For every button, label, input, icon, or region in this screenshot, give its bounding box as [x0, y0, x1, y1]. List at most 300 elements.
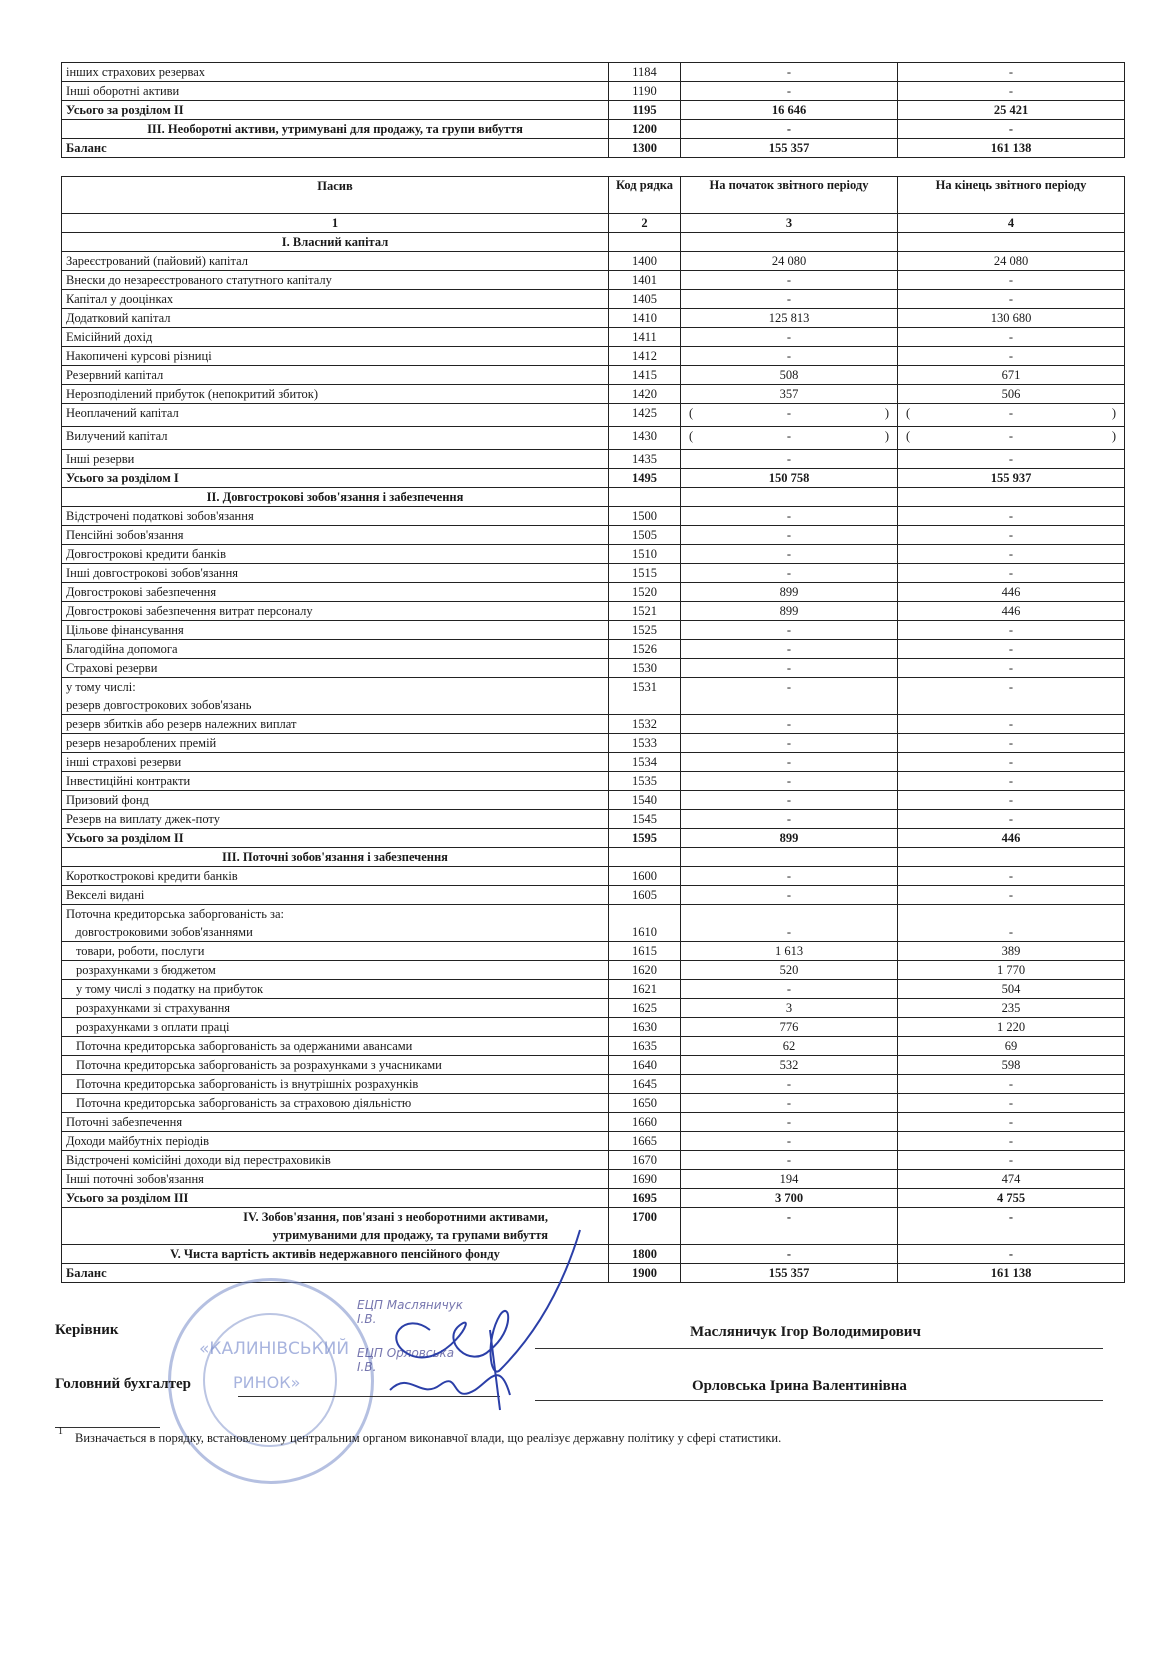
- table-row: [62, 1208, 1125, 1245]
- director-title: Керівник: [55, 1322, 119, 1338]
- table-row: [62, 1264, 1125, 1283]
- row-code: 1195: [609, 101, 681, 120]
- row-value-end: -: [898, 450, 1125, 469]
- table-row: [62, 252, 1125, 271]
- stamp-text-2: РИНОК»: [233, 1373, 301, 1392]
- row-value-start: -: [681, 450, 898, 469]
- row-label: [62, 290, 609, 309]
- row-label-text: Нерозподілений прибуток (непокритий збиток): [66, 387, 319, 401]
- close-paren: ): [1111, 406, 1116, 420]
- row-label-text: III. Поточні зобов'язання і забезпечення: [222, 850, 448, 864]
- row-label: [62, 450, 609, 469]
- row-label: [62, 715, 609, 734]
- table-row: [62, 488, 1125, 507]
- table-row: [62, 63, 1125, 82]
- row-label-text: Інші довгострокові зобов'язання: [66, 566, 239, 580]
- row-value-start: -: [681, 810, 898, 829]
- row-code: 1605: [609, 886, 681, 905]
- row-label-text: Вилучений капітал: [66, 429, 168, 443]
- column-number-1: 1: [62, 214, 609, 233]
- table-row: [62, 1037, 1125, 1056]
- table-row: [62, 404, 1125, 427]
- row-label-text: Поточна кредиторська заборгованість із внутрішніх розрахунків: [76, 1077, 419, 1091]
- table-row: [62, 545, 1125, 564]
- row-value-start: -: [681, 1151, 898, 1170]
- row-code: 1190: [609, 82, 681, 101]
- row-label: [62, 1189, 609, 1208]
- row-label: [62, 886, 609, 905]
- table-row: [62, 1075, 1125, 1094]
- row-label-text: Поточна кредиторська заборгованість за страховою діяльністю: [76, 1096, 412, 1110]
- row-code: 1435: [609, 450, 681, 469]
- table-row: [62, 82, 1125, 101]
- table-row: [62, 715, 1125, 734]
- row-label: [62, 829, 609, 848]
- row-label: [62, 621, 609, 640]
- row-value-end: -: [898, 1245, 1125, 1264]
- row-value-start: 899: [681, 602, 898, 621]
- row-code: 1800: [609, 1245, 681, 1264]
- table-row: [62, 678, 1125, 715]
- ecp-accountant-line2: І.В.: [357, 1360, 377, 1374]
- row-value-start: 62: [681, 1037, 898, 1056]
- row-label: [62, 564, 609, 583]
- row-label-text: Довгострокові забезпечення: [66, 585, 217, 599]
- row-code: 1500: [609, 507, 681, 526]
- row-value-start: -: [681, 1208, 898, 1245]
- row-label: [62, 734, 609, 753]
- parenthesized-value: [685, 427, 893, 445]
- row-label: [62, 583, 609, 602]
- row-label-text: інших страхових резервах: [66, 65, 206, 79]
- row-value-start: -: [681, 772, 898, 791]
- liabilities-table: [61, 176, 1125, 1283]
- row-label: [62, 1094, 609, 1113]
- row-value-start: -: [681, 1094, 898, 1113]
- table-row: [62, 366, 1125, 385]
- row-label-text: IV. Зобов'язання, пов'язані з необоротними активами,: [243, 1210, 548, 1224]
- row-code: 1525: [609, 621, 681, 640]
- row-code: 1534: [609, 753, 681, 772]
- row-code: [609, 488, 681, 507]
- row-value-start: -: [681, 507, 898, 526]
- accountant-name: Орловська Ірина Валентинівна: [692, 1378, 907, 1394]
- row-value-start: -: [681, 1113, 898, 1132]
- table-row: [62, 886, 1125, 905]
- row-label-text: V. Чиста вартість активів недержавного пенсійного фонду: [170, 1247, 500, 1261]
- row-label: [62, 427, 609, 450]
- row-label: [62, 366, 609, 385]
- row-value-end: -: [898, 734, 1125, 753]
- row-value-end: 1 220: [898, 1018, 1125, 1037]
- row-value-end: -: [898, 120, 1125, 139]
- table-row: [62, 942, 1125, 961]
- row-value-start: -: [681, 678, 898, 715]
- row-value-end: -: [898, 1113, 1125, 1132]
- table-row: [62, 564, 1125, 583]
- row-code: 1420: [609, 385, 681, 404]
- row-code: 1425: [609, 404, 681, 427]
- row-value-end: -: [898, 659, 1125, 678]
- row-code: 1670: [609, 1151, 681, 1170]
- value-text: -: [1008, 406, 1014, 420]
- row-code: 1630: [609, 1018, 681, 1037]
- row-label: [62, 347, 609, 366]
- row-label-text: III. Необоротні активи, утримувані для продажу, та групи вибуття: [147, 122, 523, 136]
- row-label-text: резерв збитків або резерв належних виплат: [66, 717, 297, 731]
- ecp-director-line1: ЕЦП Масляничук: [357, 1298, 464, 1312]
- row-code: 1900: [609, 1264, 681, 1283]
- table-row: [62, 999, 1125, 1018]
- row-value-end: -: [898, 791, 1125, 810]
- value-text: -: [786, 429, 792, 443]
- row-value-end: -: [898, 678, 1125, 715]
- row-value-start: -: [681, 545, 898, 564]
- table-row: [62, 469, 1125, 488]
- row-code: [609, 233, 681, 252]
- table-row: [62, 1018, 1125, 1037]
- row-value-end: 4 755: [898, 1189, 1125, 1208]
- row-value-end: [898, 404, 1125, 427]
- row-label: [62, 488, 609, 507]
- table-row: [62, 791, 1125, 810]
- row-value-start: 155 357: [681, 1264, 898, 1283]
- open-paren: (: [906, 406, 911, 420]
- row-value-end: -: [898, 753, 1125, 772]
- row-code: 1521: [609, 602, 681, 621]
- row-label: [62, 1075, 609, 1094]
- row-label-text: Додатковий капітал: [66, 311, 171, 325]
- row-value-start: 155 357: [681, 139, 898, 158]
- row-label: [62, 602, 609, 621]
- row-code: 1640: [609, 1056, 681, 1075]
- row-label-text: Поточні забезпечення: [66, 1115, 183, 1129]
- table-row: [62, 385, 1125, 404]
- parenthesized-value: [902, 427, 1120, 445]
- row-label-text: Довгострокові забезпечення витрат персоналу: [66, 604, 313, 618]
- row-label: [62, 848, 609, 867]
- row-label: [62, 980, 609, 999]
- table-row: [62, 621, 1125, 640]
- row-label-text: у тому числі з податку на прибуток: [76, 982, 264, 996]
- row-code: 1540: [609, 791, 681, 810]
- row-label-text: Баланс: [66, 141, 107, 155]
- row-label: [62, 309, 609, 328]
- row-value-end: -: [898, 82, 1125, 101]
- row-code: 1184: [609, 63, 681, 82]
- table-row: [62, 772, 1125, 791]
- row-value-end: -: [898, 1132, 1125, 1151]
- row-label-text: товари, роботи, послуги: [76, 944, 205, 958]
- row-value-end: [898, 233, 1125, 252]
- row-value-end: -: [898, 905, 1125, 942]
- row-value-start: 125 813: [681, 309, 898, 328]
- row-value-end: 69: [898, 1037, 1125, 1056]
- row-value-start: -: [681, 867, 898, 886]
- row-value-start: [681, 233, 898, 252]
- row-label-text: Баланс: [66, 1266, 107, 1280]
- row-value-end: -: [898, 772, 1125, 791]
- row-label-text: Доходи майбутніх періодів: [66, 1134, 210, 1148]
- open-paren: (: [689, 406, 694, 420]
- row-value-start: 776: [681, 1018, 898, 1037]
- row-value-end: 389: [898, 942, 1125, 961]
- table-row: [62, 734, 1125, 753]
- row-value-end: -: [898, 63, 1125, 82]
- row-label: [62, 1018, 609, 1037]
- row-label: [62, 101, 609, 120]
- row-value-end: -: [898, 715, 1125, 734]
- row-label: [62, 469, 609, 488]
- row-value-end: -: [898, 290, 1125, 309]
- row-value-end: -: [898, 640, 1125, 659]
- table-row: [62, 829, 1125, 848]
- table-row: [62, 233, 1125, 252]
- table-row: [62, 526, 1125, 545]
- row-label-text: Неоплачений капітал: [66, 406, 179, 420]
- row-label: [62, 1132, 609, 1151]
- row-label-text: розрахунками з бюджетом: [76, 963, 216, 977]
- row-code: 1405: [609, 290, 681, 309]
- row-code: 1526: [609, 640, 681, 659]
- row-value-end: -: [898, 347, 1125, 366]
- row-value-start: 150 758: [681, 469, 898, 488]
- table-row: [62, 347, 1125, 366]
- table-row: [62, 659, 1125, 678]
- row-label-text: інші страхові резерви: [66, 755, 182, 769]
- row-label-text: Накопичені курсові різниці: [66, 349, 212, 363]
- row-label: [62, 1113, 609, 1132]
- table-row: [62, 583, 1125, 602]
- footnote-text: Визначається в порядку, встановленому центральним органом виконавчої влади, що реалізує державну політику у сфері статистики.: [75, 1431, 782, 1445]
- row-label-text-2: утримуваними для продажу, та групами вибуття: [272, 1228, 548, 1242]
- row-value-start: 532: [681, 1056, 898, 1075]
- row-value-start: -: [681, 120, 898, 139]
- row-code: 1660: [609, 1113, 681, 1132]
- row-label-text: Усього за розділом II: [66, 831, 184, 845]
- director-name: Масляничук Ігор Володимирович: [690, 1324, 921, 1340]
- row-label-text: Призовий фонд: [66, 793, 149, 807]
- parenthesized-value: [685, 404, 893, 422]
- row-label: [62, 810, 609, 829]
- row-label: [62, 271, 609, 290]
- row-value-start: [681, 427, 898, 450]
- row-code: 1532: [609, 715, 681, 734]
- row-label: [62, 404, 609, 427]
- row-label-text: резерв незароблених премій: [66, 736, 217, 750]
- row-label-text: Капітал у дооцінках: [66, 292, 174, 306]
- table-row: [62, 848, 1125, 867]
- row-label-text: Зареєстрований (пайовий) капітал: [66, 254, 248, 268]
- table-column-numbers-row: [62, 214, 1125, 233]
- row-label-text: Відстрочені податкові зобов'язання: [66, 509, 254, 523]
- row-code: 1401: [609, 271, 681, 290]
- row-label: [62, 63, 609, 82]
- row-value-start: 357: [681, 385, 898, 404]
- row-label-text: Векселі видані: [66, 888, 145, 902]
- row-value-end: -: [898, 564, 1125, 583]
- ecp-accountant-line1: ЕЦП Орловська: [357, 1346, 455, 1360]
- row-code: 1665: [609, 1132, 681, 1151]
- footnote-separator: [55, 1427, 160, 1428]
- row-value-end: -: [898, 328, 1125, 347]
- row-code: 1430: [609, 427, 681, 450]
- row-code: 1415: [609, 366, 681, 385]
- row-code: 1300: [609, 139, 681, 158]
- table-row: [62, 1170, 1125, 1189]
- row-value-end: -: [898, 507, 1125, 526]
- table-row: [62, 120, 1125, 139]
- table-row: [62, 905, 1125, 942]
- row-value-end: 504: [898, 980, 1125, 999]
- row-code: 1625: [609, 999, 681, 1018]
- row-label: [62, 1037, 609, 1056]
- row-value-start: 3: [681, 999, 898, 1018]
- row-value-end: [898, 848, 1125, 867]
- table-row: [62, 867, 1125, 886]
- row-code: 1495: [609, 469, 681, 488]
- row-value-end: -: [898, 545, 1125, 564]
- table-row: [62, 1113, 1125, 1132]
- row-value-start: -: [681, 564, 898, 583]
- header-start-period: На початок звітного періоду: [681, 177, 898, 214]
- row-value-start: -: [681, 1245, 898, 1264]
- table-row: [62, 309, 1125, 328]
- row-code: 1530: [609, 659, 681, 678]
- header-end-period: На кінець звітного періоду: [898, 177, 1125, 214]
- row-value-end: 161 138: [898, 139, 1125, 158]
- row-value-start: -: [681, 63, 898, 82]
- row-value-end: -: [898, 271, 1125, 290]
- row-value-start: -: [681, 328, 898, 347]
- open-paren: (: [906, 429, 911, 443]
- row-code: 1695: [609, 1189, 681, 1208]
- table-row: [62, 961, 1125, 980]
- value-text: -: [786, 406, 792, 420]
- row-label-text: Інші поточні зобов'язання: [66, 1172, 204, 1186]
- value-text: -: [1008, 429, 1014, 443]
- row-value-start: -: [681, 640, 898, 659]
- table-header-row: [62, 177, 1125, 214]
- table-row: [62, 427, 1125, 450]
- row-value-start: [681, 404, 898, 427]
- row-value-end: 235: [898, 999, 1125, 1018]
- column-number-4: 4: [898, 214, 1125, 233]
- table-row: [62, 139, 1125, 158]
- table-row: [62, 1056, 1125, 1075]
- row-label: [62, 867, 609, 886]
- row-value-end: 446: [898, 583, 1125, 602]
- row-value-end: 25 421: [898, 101, 1125, 120]
- row-label-text: розрахунками зі страхування: [76, 1001, 231, 1015]
- row-code: 1510: [609, 545, 681, 564]
- row-label: [62, 82, 609, 101]
- table-row: [62, 290, 1125, 309]
- row-code: 1645: [609, 1075, 681, 1094]
- table-row: [62, 1245, 1125, 1264]
- close-paren: ): [884, 429, 889, 443]
- row-value-end: -: [898, 810, 1125, 829]
- row-code: 1412: [609, 347, 681, 366]
- row-label-text: Поточна кредиторська заборгованість за:: [66, 907, 284, 921]
- table-row: [62, 507, 1125, 526]
- row-label-text-2: резерв довгострокових зобов'язань: [66, 698, 252, 712]
- row-label-text: Благодійна допомога: [66, 642, 178, 656]
- row-label-text: II. Довгострокові зобов'язання і забезпечення: [206, 490, 464, 504]
- table-row: [62, 753, 1125, 772]
- close-paren: ): [1111, 429, 1116, 443]
- row-value-start: -: [681, 659, 898, 678]
- row-value-end: 155 937: [898, 469, 1125, 488]
- row-label: [62, 678, 609, 715]
- row-value-end: 446: [898, 829, 1125, 848]
- column-number-2: 2: [609, 214, 681, 233]
- row-label: [62, 1170, 609, 1189]
- header-code: Код рядка: [609, 177, 681, 214]
- row-label: [62, 120, 609, 139]
- row-label: [62, 942, 609, 961]
- row-code: 1600: [609, 867, 681, 886]
- row-label-text: Емісійний дохід: [66, 330, 153, 344]
- row-code: [609, 848, 681, 867]
- footnote-mark: 1: [58, 1426, 63, 1437]
- row-value-start: 899: [681, 829, 898, 848]
- row-value-end: 161 138: [898, 1264, 1125, 1283]
- row-value-start: -: [681, 271, 898, 290]
- table-row: [62, 101, 1125, 120]
- row-label: [62, 507, 609, 526]
- row-label-text: Поточна кредиторська заборгованість за розрахунками з учасниками: [76, 1058, 442, 1072]
- row-value-end: [898, 427, 1125, 450]
- row-value-end: 130 680: [898, 309, 1125, 328]
- row-code: 1400: [609, 252, 681, 271]
- row-label-text: Страхові резерви: [66, 661, 158, 675]
- company-stamp: [168, 1278, 377, 1484]
- table-row: [62, 640, 1125, 659]
- row-value-start: -: [681, 734, 898, 753]
- stamp-text-1: «КАЛИНІВСЬКИЙ: [199, 1339, 350, 1359]
- row-code: 1700: [609, 1208, 681, 1245]
- row-value-start: -: [681, 82, 898, 101]
- row-value-start: -: [681, 1075, 898, 1094]
- row-value-end: 506: [898, 385, 1125, 404]
- row-value-start: -: [681, 1132, 898, 1151]
- row-value-end: -: [898, 867, 1125, 886]
- row-value-end: 24 080: [898, 252, 1125, 271]
- row-value-start: 1 613: [681, 942, 898, 961]
- accountant-title: Головний бухгалтер: [55, 1376, 192, 1392]
- row-label-text: Короткострокові кредити банків: [66, 869, 238, 883]
- table-row: [62, 1094, 1125, 1113]
- row-label-text: Інші оборотні активи: [66, 84, 180, 98]
- row-value-start: -: [681, 347, 898, 366]
- close-paren: ): [884, 406, 889, 420]
- row-code: 1531: [609, 678, 681, 715]
- table-row: [62, 1151, 1125, 1170]
- open-paren: (: [689, 429, 694, 443]
- row-code: 1620: [609, 961, 681, 980]
- table-row: [62, 271, 1125, 290]
- row-label: [62, 791, 609, 810]
- row-code: 1200: [609, 120, 681, 139]
- row-label: [62, 233, 609, 252]
- row-label: [62, 526, 609, 545]
- row-code: 1411: [609, 328, 681, 347]
- row-label: [62, 1056, 609, 1075]
- row-label: [62, 640, 609, 659]
- row-label-text: Резерв на виплату джек-поту: [66, 812, 220, 826]
- row-value-start: 520: [681, 961, 898, 980]
